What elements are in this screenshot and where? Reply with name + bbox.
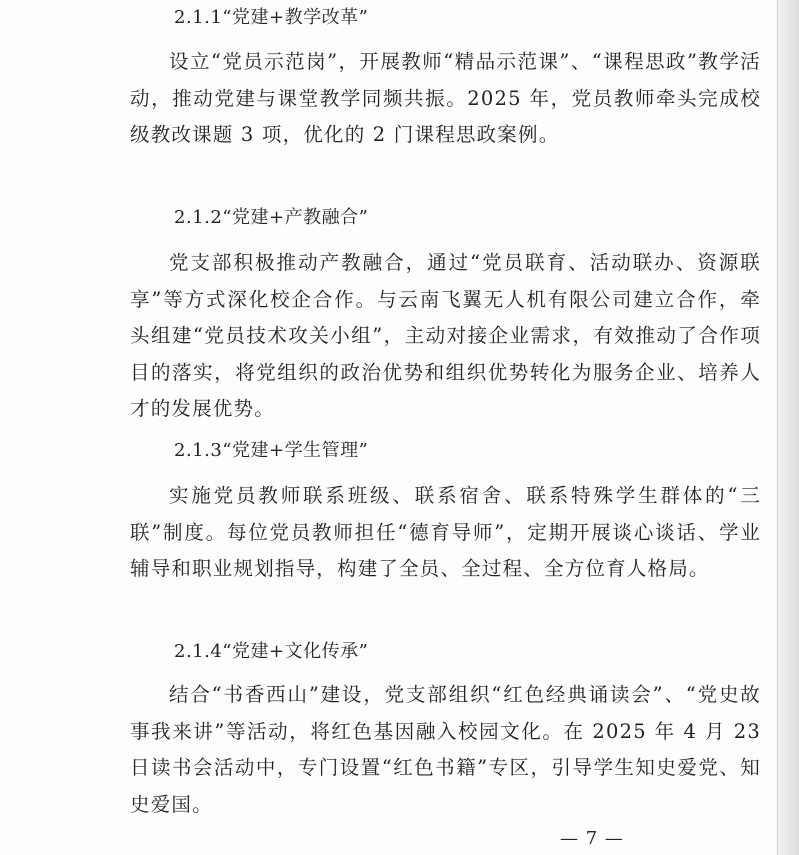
paragraph: 党支部积极推动产教融合，通过“党员联育、活动联办、资源联享”等方式深化校企合作。与云南飞翼无人机有限公司建立合作，牵头组建“党员技术攻关小组”，主动对接企业需求，有效推动了合作项目的落实，将党组织的政治优势和组织优势转化为服务企业、培养人才的发展优势。 (130, 251, 761, 421)
heading-text: 2.1.3“党建+学生管理” (174, 440, 369, 461)
section-heading-2-1-2 (130, 203, 761, 233)
section-body-2-1-2 (130, 245, 761, 428)
section-body-2-1-3 (130, 478, 761, 588)
scrollbar-track[interactable] (777, 0, 799, 855)
section-body-2-1-1 (130, 44, 761, 154)
section-body-2-1-4 (130, 677, 761, 823)
section-heading-2-1-1 (130, 3, 761, 33)
heading-text: 2.1.1“党建+教学改革” (174, 7, 369, 28)
paragraph: 结合“书香西山”建设，党支部组织“红色经典诵读会”、“党史故事我来讲”等活动，将红色基因融入校园文化。在 2025 年 4 月 23 日读书会活动中，专门设置“红色书籍”专区，引导学生知史爱党、知史爱国。 (130, 683, 761, 816)
heading-text: 2.1.4“党建+文化传承” (174, 641, 369, 662)
section-heading-2-1-4 (130, 637, 761, 667)
page-number: — 7 — (560, 828, 624, 849)
paragraph: 设立“党员示范岗”，开展教师“精品示范课”、“课程思政”教学活动，推动党建与课堂教学同频共振。2025 年，党员教师牵头完成校级教改课题 3 项，优化的 2 门课程思政案例。 (130, 50, 761, 147)
section-heading-2-1-3 (130, 436, 761, 466)
heading-text: 2.1.2“党建+产教融合” (174, 207, 369, 228)
paragraph: 实施党员教师联系班级、联系宿舍、联系特殊学生群体的“三联”制度。每位党员教师担任“德育导师”，定期开展谈心谈话、学业辅导和职业规划指导，构建了全员、全过程、全方位育人格局。 (130, 484, 761, 581)
